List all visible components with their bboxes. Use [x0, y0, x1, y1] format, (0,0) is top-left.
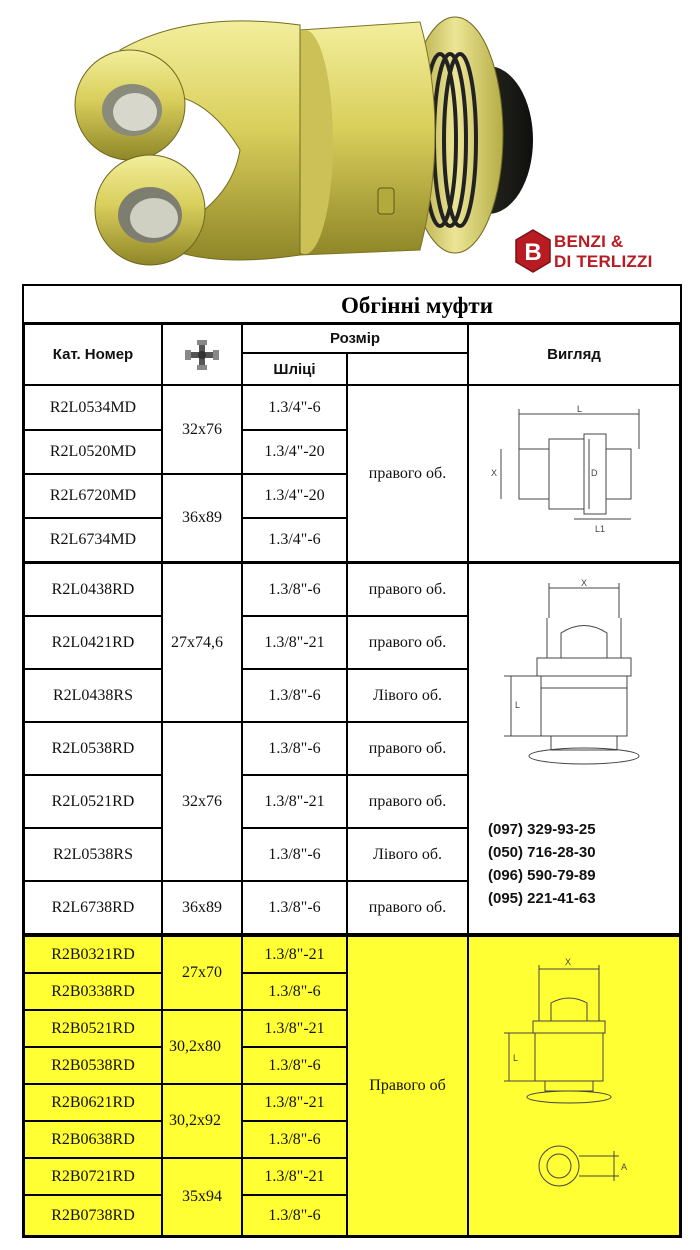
table-row-cat: R2B0338RD [24, 973, 162, 1010]
spline-cell: 1.3/8"-6 [242, 669, 347, 722]
header-size: Розмір [242, 324, 468, 353]
table-row-cat: R2B0721RD [24, 1158, 162, 1195]
product-table [22, 284, 682, 1238]
table-row-cat: R2L6738RD [24, 881, 162, 934]
rotation-cell: правого об. [347, 385, 468, 562]
rotation-cell: правого об. [347, 563, 468, 616]
rotation-cell: правого об. [347, 881, 468, 934]
table-row-cat: R2L0538RD [24, 722, 162, 775]
dim-label-D: D [591, 467, 598, 478]
size-cell: 36x89 [162, 474, 242, 562]
brand-line1: BENZI & [554, 232, 624, 251]
rotation-cell: правого об. [347, 722, 468, 775]
spline-cell: 1.3/4"-20 [242, 474, 347, 518]
drawing-compact-view-icon [499, 951, 649, 1221]
view-drawing-3 [468, 936, 680, 1236]
size-cell: 27x74,6 [162, 563, 242, 722]
spline-cell: 1.3/8"-6 [242, 1195, 347, 1236]
spline-cell: 1.3/8"-6 [242, 563, 347, 616]
view-drawing-1 [468, 385, 680, 562]
rotation-cell: правого об. [347, 775, 468, 828]
brand-logo [514, 228, 690, 276]
rotation-cell: правого об. [347, 616, 468, 669]
header-rotation-empty [347, 353, 468, 385]
header-cross-joint-icon [162, 324, 242, 385]
rotation-cell: Правого об [347, 936, 468, 1236]
size-cell: 27x70 [162, 936, 242, 1010]
size-cell: 35x94 [162, 1158, 242, 1236]
drawing-side-view-icon [489, 404, 659, 544]
spline-cell: 1.3/8"-21 [242, 616, 347, 669]
table-row-cat: R2B0321RD [24, 936, 162, 973]
table-row-cat: R2L0534MD [24, 385, 162, 430]
table-row-cat: R2L0438RS [24, 669, 162, 722]
spline-cell: 1.3/8"-21 [242, 1010, 347, 1047]
rotation-cell: Лівого об. [347, 828, 468, 881]
table-row-cat: R2B0521RD [24, 1010, 162, 1047]
contact-phones [488, 818, 596, 910]
size-cell: 32x76 [162, 385, 242, 474]
size-cell: 32x76 [162, 722, 242, 881]
dim-label-X: X [491, 467, 498, 478]
spline-cell: 1.3/8"-6 [242, 828, 347, 881]
spline-cell: 1.3/8"-21 [242, 775, 347, 828]
brand-name [554, 232, 653, 272]
table-row-cat: R2L0521RD [24, 775, 162, 828]
phone-number: (095) 221-41-63 [488, 890, 596, 907]
rotation-cell: Лівого об. [347, 669, 468, 722]
table-row-cat: R2L6734MD [24, 518, 162, 562]
header-catalog-number: Кат. Номер [24, 324, 162, 385]
dim-label-L: L [513, 1053, 519, 1063]
spline-cell: 1.3/8"-21 [242, 1084, 347, 1121]
spline-cell: 1.3/8"-6 [242, 722, 347, 775]
dim-label-L: L [515, 700, 521, 710]
table-row-cat: R2B0538RD [24, 1047, 162, 1084]
drawing-front-view-icon [489, 578, 659, 778]
dim-label-L1: L1 [595, 523, 606, 534]
size-cell: 30,2x80 [162, 1010, 242, 1084]
dim-label-L: L [577, 403, 583, 414]
spline-cell: 1.3/8"-6 [242, 973, 347, 1010]
spline-cell: 1.3/8"-21 [242, 936, 347, 973]
table-row-cat: R2L6720MD [24, 474, 162, 518]
dim-label-X: X [581, 578, 588, 588]
brand-mark-icon [514, 228, 552, 274]
cross-joint-icon [185, 340, 219, 370]
spline-cell: 1.3/4"-20 [242, 430, 347, 474]
spline-cell: 1.3/4"-6 [242, 518, 347, 562]
table-row-cat: R2B0621RD [24, 1084, 162, 1121]
table-row-cat: R2L0538RS [24, 828, 162, 881]
table-row-cat: R2L0438RD [24, 563, 162, 616]
table-row-cat: R2B0738RD [24, 1195, 162, 1236]
spline-cell: 1.3/8"-6 [242, 1121, 347, 1158]
spline-cell: 1.3/8"-6 [242, 1047, 347, 1084]
table-title: Обгінні муфти [24, 286, 680, 324]
phone-number: (096) 590-79-89 [488, 867, 596, 884]
spline-cell: 1.3/8"-6 [242, 881, 347, 934]
size-cell: 36x89 [162, 881, 242, 934]
phone-number: (050) 716-28-30 [488, 844, 596, 861]
table-row-cat: R2B0638RD [24, 1121, 162, 1158]
phone-number: (097) 329-93-25 [488, 821, 596, 838]
brand-line2: DI TERLIZZI [554, 252, 653, 271]
spline-cell: 1.3/4"-6 [242, 385, 347, 430]
dim-label-A: A [621, 1162, 628, 1172]
size-cell: 30,2x92 [162, 1084, 242, 1158]
brand-mark-letter: B [524, 239, 542, 266]
spline-cell: 1.3/8"-21 [242, 1158, 347, 1195]
table-row-cat: R2L0421RD [24, 616, 162, 669]
header-view: Вигляд [468, 324, 680, 385]
header-splines: Шліці [242, 353, 347, 385]
dim-label-X: X [565, 957, 572, 967]
table-row-cat: R2L0520MD [24, 430, 162, 474]
